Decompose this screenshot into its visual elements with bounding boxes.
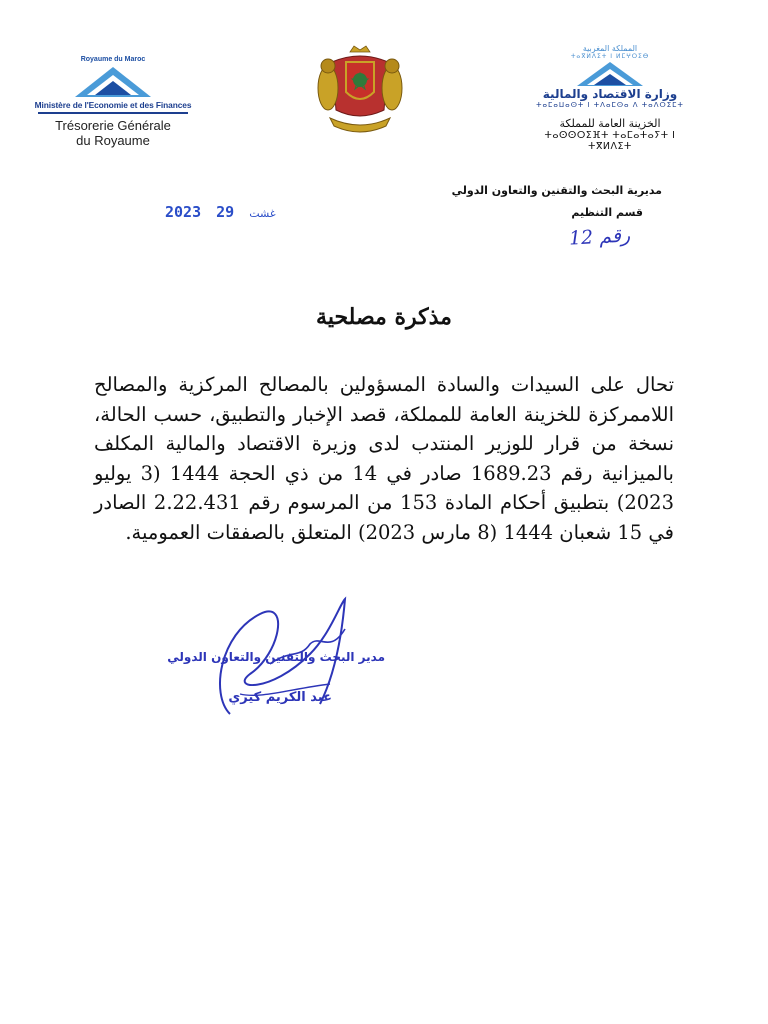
department-name: مديرية البحث والتقنين والتعاون الدولي [451,184,662,197]
date-year: 2023 [165,203,202,221]
kingdom-label-tifinagh: ⵜⴰⴳⵍⴷⵉⵜ ⵏ ⵍⵎⵖⵔⵉⴱ [570,53,650,60]
logo-divider [38,112,188,114]
signatory-name: عبد الكريم كيري [228,690,332,705]
treasury-emblem-icon [73,65,153,99]
document-body: تحال على السيدات والسادة المسؤولين بالمصالح المركزية والمصالح اللاممركزة للخزينة العامة للمملكة، قصد الإخبار والتطبيق، حسب الحالة، نسخة من قرار للوزير المنتدب لدى وزيرة الاقتصاد والمالية المكلف بالميزانية رقم 1689.23 صادر في 14 من ذي الحجة 1444 (3 يوليو 2023) بتطبيق أحكام المادة 153 من المرسوم رقم 2.22.431 الصادر في 15 شعبان 1444 (8 مارس 2023) المتعلق بالصفقات العمومية. [94,373,674,544]
treasury-emblem-icon [575,61,645,87]
treasury-name-ar: الخزينة العامة للمملكة [559,117,661,130]
reference-number: رقم 12 [568,224,631,250]
document-title: مذكرة مصلحية [316,304,452,330]
division-name: قسم التنظيم [571,206,643,219]
handwritten-signature [170,594,410,734]
signatory-title: مدير البحث والتقنين والتعاون الدولي [167,650,385,664]
treasury-name-fr-line1: Trésorerie Générale [55,118,171,133]
kingdom-label-ar: المملكة المغربية [582,44,638,53]
date-stamp [165,203,282,221]
treasury-name-tifinagh: ⵜⴰⵙⵙⵔⵉⴼⵜ ⵜⴰⵎⴰⵜⴰⵢⵜ ⵏ ⵜⴳⵍⴷⵉⵜ [544,130,676,152]
treasury-name-fr-line2: du Royaume [76,133,150,148]
ministry-name-ar: وزارة الاقتصاد والمالية [542,87,678,101]
ministry-name-tifinagh: ⵜⴰⵎⴰⵡⴰⵙⵜ ⵏ ⵜⴷⴰⵎⵙⴰ ⴷ ⵜⴰⴷⵔⵉⵎⵜ [536,101,684,109]
treasury-logo-arabic [524,44,696,152]
coat-of-arms-icon [314,44,406,134]
ministry-name-fr: Ministère de l'Economie et des Finances [34,100,192,110]
treasury-logo-french [28,56,198,148]
date-month: غشت [249,207,276,220]
kingdom-label: Royaume du Maroc [80,56,146,63]
date-day: 29 [216,203,235,221]
